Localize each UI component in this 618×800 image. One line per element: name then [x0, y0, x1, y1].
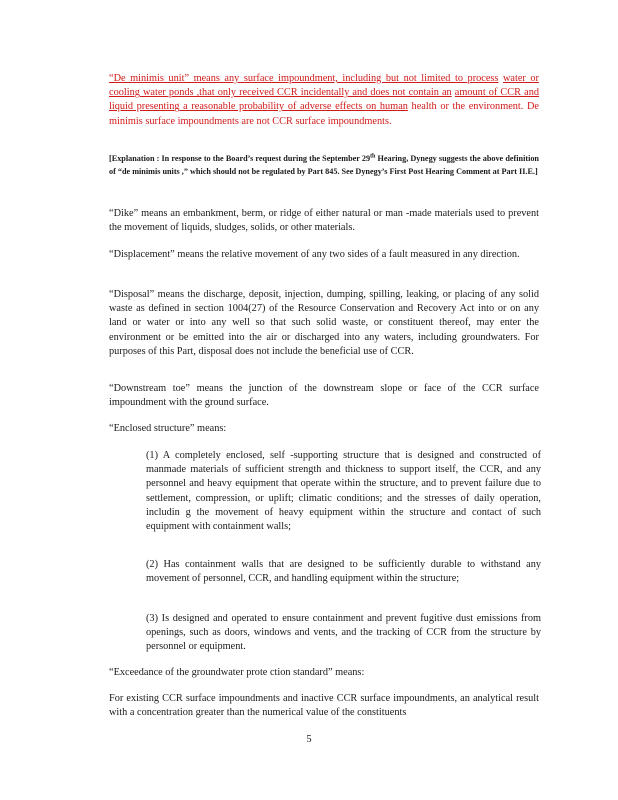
explanation-part-2: Hearing, Dynegy suggests the above definition of “de minimis units ,” which should not be regulated by Part 845. See Dynegy’s First Post Hearing Comment at Part II.E.] — [109, 154, 539, 176]
explanation-part-1: [Explanation : In response to the Board’s request during the September 29 — [109, 154, 371, 163]
dike-definition: “Dike” means an embankment, berm, or ridge of either natural or man -made materials used to prevent the movement of liquids, sludges, solids, or other materials. — [109, 208, 539, 234]
downstream-toe-definition: “Downstream toe” means the junction of the downstream slope or face of the CCR surface impoundment with the ground surface. — [109, 383, 539, 409]
de-minimis-line-1: “De minimis unit” means any surface impoundment, including but not limited to process — [109, 73, 499, 84]
disposal-definition: “Disposal” means the discharge, deposit, injection, dumping, spilling, leaking, or placing of any solid waste as defined in section 1004(27) of the Resource Conservation and Recovery Act into or on any land or water or into any well so that such solid waste, or constituent thereof, may enter the environment or be emitted into the air or discharged into any waters, including groundwaters. For purposes of this Part, disposal does not include the beneficial use of CCR. — [109, 289, 539, 357]
displacement-definition: “Displacement” means the relative movement of any two sides of a fault measured in any direction. — [109, 249, 520, 260]
de-minimis-line-3: amount of CCR and liquid presenting a reasonable probability of adverse effects on human — [109, 87, 539, 113]
enclosed-structure-item-3: (3) Is designed and operated to ensure containment and prevent fugitive dust emissions from openings, such as doors, windows and vents, and the tracking of CCR from the structure by personnel or equipment. — [146, 613, 541, 653]
enclosed-structure-item-1: (1) A completely enclosed, self -supporting structure that is designed and constructed of manmade materials of sufficient strength and thickness to support itself, the CCR, and any personnel and heavy equipment that operate within the structure, and to prevent failure due to settlement, compression, or uplift; climatic conditions; and the stresses of daily operation, includin g the movement of heavy equipment within the structure and contact of such equipment with containment walls; — [146, 450, 541, 533]
de-minimis-line-2: water or cooling water ponds ,that only received CCR incidentally and does not contain an — [109, 73, 539, 99]
de-minimis-unit-definition — [109, 72, 539, 129]
explanation-note — [109, 152, 539, 178]
page-number: 5 — [306, 734, 312, 745]
enclosed-structure-heading: “Enclosed structure” means: — [109, 423, 227, 434]
de-minimis-rest: health or the environment. De minimis surface impoundments are not CCR surface impoundments. — [109, 101, 539, 127]
explanation-superscript: th — [370, 153, 376, 160]
enclosed-structure-item-2: (2) Has containment walls that are designed to be sufficiently durable to withstand any movement of personnel, CCR, and handling equipment within the structure; — [146, 559, 541, 585]
exceedance-definition: For existing CCR surface impoundments and inactive CCR surface impoundments, an analytical result with a concentration greater than the numerical value of the constituents — [109, 693, 539, 719]
exceedance-heading: “Exceedance of the groundwater prote ction standard” means: — [109, 667, 365, 678]
